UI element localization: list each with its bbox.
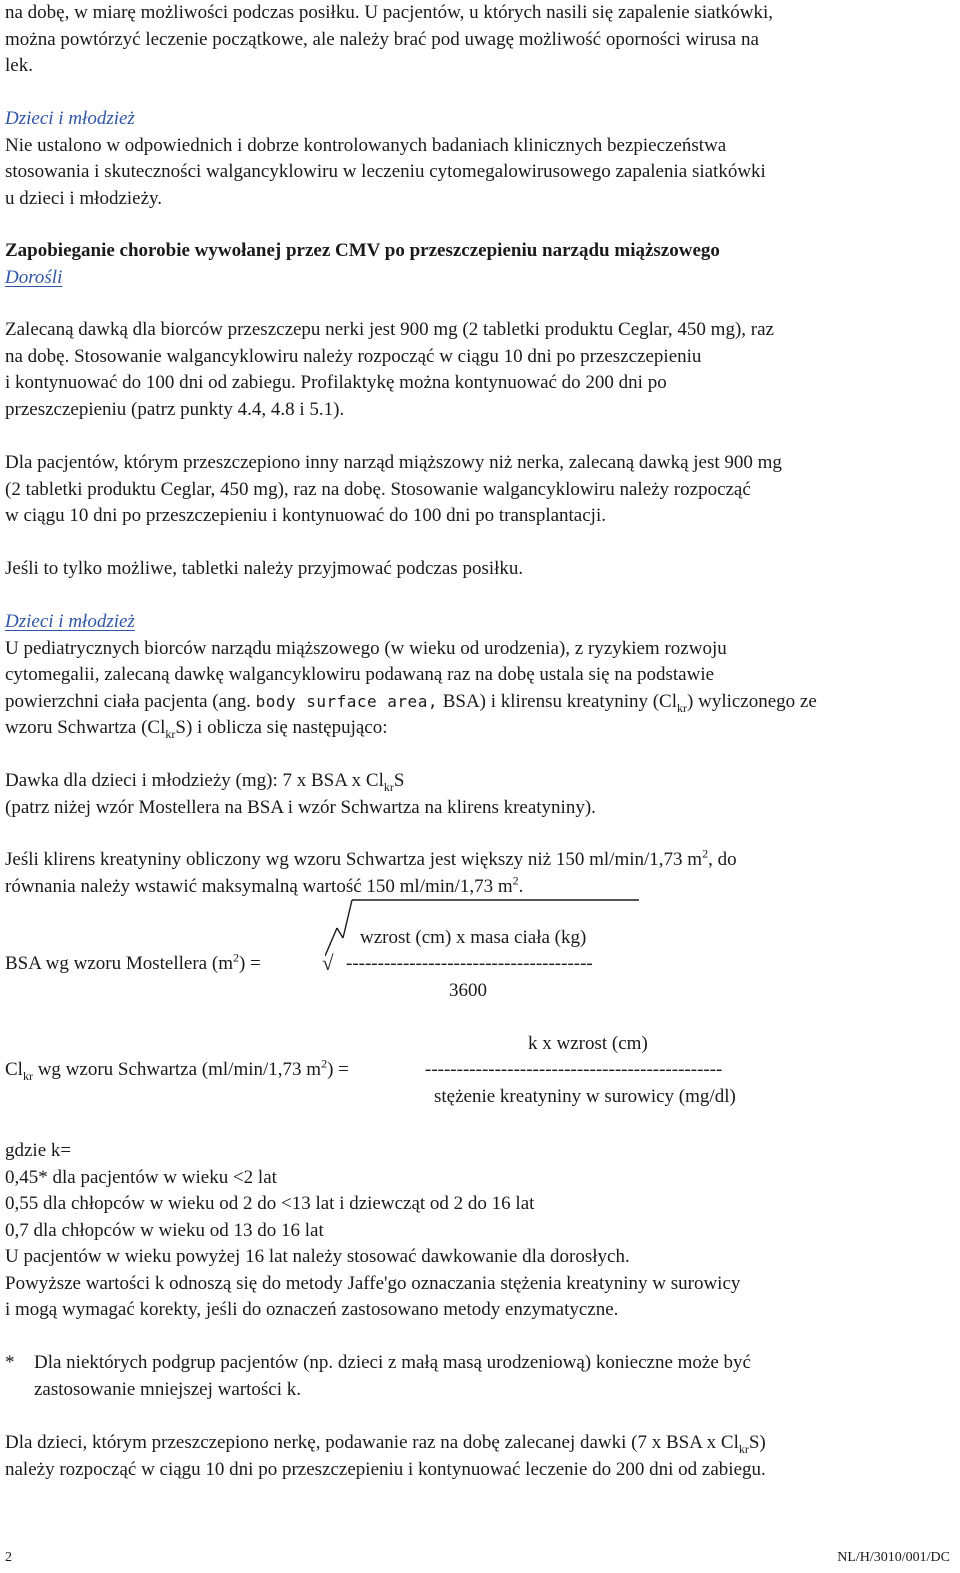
root-symbol: √: [322, 951, 334, 975]
text-line: 0,45* dla pacjentów w wieku <2 lat: [5, 1166, 277, 1188]
english-term: body surface area,: [255, 691, 438, 711]
formula-denominator: 3600: [449, 980, 487, 1001]
text-line: Zalecaną dawką dla biorców przeszczepu nerki jest 900 mg (2 tabletki produktu Ceglar, 450 mg), raz: [5, 319, 774, 340]
text-line: u dzieci i młodzieży.: [5, 187, 163, 209]
page-number: 2: [5, 1550, 12, 1565]
text-line: Dawka dla dzieci i młodzieży (mg): 7 x BSA x $Cl_{kr}S$: [5, 770, 405, 794]
text-line: lek.: [5, 55, 33, 76]
paragraph-pediatric-dose: [5, 768, 950, 821]
text-line: Dla pacjentów, którym przeszczepiono inny narząd miąższowy niż nerka, zalecaną dawką jest 900 mg: [5, 452, 782, 473]
text-line: stosowania i skuteczności walgancyklowiru w leczeniu cytomegalowirusowego zapalenia siatkówki: [5, 161, 766, 182]
fraction-bar: ---------------------------------------: [346, 953, 593, 974]
text-line: na dobę, w miarę możliwości podczas posiłku. U pacjentów, u których nasili się zapalenie siatkówki,: [5, 2, 774, 23]
subheading-children: Dzieci i młodzież: [5, 611, 135, 632]
text-line: Jeśli to tylko możliwe, tabletki należy przyjmować podczas posiłku.: [5, 558, 524, 579]
section-title: Zapobieganie chorobie wywołanej przez CMV po przeszczepieniu narządu miąższowego: [5, 240, 720, 261]
text-line: U pediatrycznych biorców narządu miąższowego (w wieku od urodzenia), z ryzykiem rozwoju: [5, 637, 727, 659]
text-line: Jeśli klirens kreatyniny obliczony wg wzoru Schwartza jest większy niż 150 ml/min/1,73 $m^2$, do: [5, 846, 737, 870]
document-code: NL/H/3010/001/DC: [837, 1550, 950, 1565]
text-line: (2 tabletki produktu Ceglar, 450 mg), raz na dobę. Stosowanie walgancyklowiru należy rozpocząć: [5, 478, 751, 500]
text-line: Powyższe wartości k odnoszą się do metody Jaffe'go oznaczania stężenia kreatyniny w surowicy: [5, 1272, 741, 1294]
paragraph-clearance-cap: [5, 847, 950, 900]
text-line: wzoru Schwartza $(Cl_{kr}S)$ i oblicza się następująco:: [5, 717, 388, 741]
section-children-retinitis: [5, 106, 950, 212]
text-line: Dla niektórych podgrup pacjentów (np. dzieci z małą masą urodzeniową) konieczne może być: [34, 1352, 751, 1373]
footnote: [5, 1350, 950, 1403]
section-prevention: [5, 238, 950, 291]
formula-lhs: BSA wg wzoru Mostellera $(m^2)$ =: [5, 950, 261, 974]
text-line: należy rozpocząć w ciągu 10 dni po przeszczepieniu i kontynuować leczenie do 200 dni od zabiegu.: [5, 1458, 766, 1480]
fraction-bar: -----------------------------------------------: [425, 1059, 723, 1080]
paragraph-other-organ-dose: [5, 450, 950, 530]
text-line: na dobę. Stosowanie walgancyklowiru należy rozpocząć w ciągu 10 dni po przeszczepieniu: [5, 345, 702, 367]
formula-lhs: $Cl_{kr}$ wg wzoru Schwartza (ml/min/1,73 $m^2$) =: [5, 1056, 349, 1083]
text-line: 0,55 dla chłopców w wieku od 2 do <13 lat i dziewcząt od 2 do 16 lat: [5, 1193, 535, 1214]
text-line: przeszczepieniu (patrz punkty 4.4, 4.8 i 5.1).: [5, 398, 345, 420]
text-line: powierzchni ciała pacjenta (ang. body surface area, BSA) i klirensu kreatyniny $(Cl_{kr})$ wyliczonego ze: [5, 690, 817, 715]
text-line: U pacjentów w wieku powyżej 16 lat należy stosować dawkowanie dla dorosłych.: [5, 1246, 630, 1267]
text-line: Dla dzieci, którym przeszczepiono nerkę, podawanie raz na dobę zalecanej dawki (7 x BSA x $Cl_{kr}S$): [5, 1432, 766, 1456]
paragraph-k-values: [5, 1138, 950, 1324]
text-line: Nie ustalono w odpowiednich i dobrze kontrolowanych badaniach klinicznych bezpieczeństwa: [5, 134, 727, 156]
formula-numerator: wzrost (cm) x masa ciała (kg): [360, 927, 587, 948]
text-line: w ciągu 10 dni po przeszczepieniu i kontynuować do 100 dni po transplantacji.: [5, 505, 606, 526]
paragraph-kidney-children: [5, 1430, 950, 1483]
footnote-marker: *: [5, 1352, 15, 1373]
subheading-adults: Dorośli: [5, 266, 63, 288]
paragraph-relapse: [5, 0, 950, 80]
text-line: zastosowanie mniejszej wartości k.: [34, 1378, 301, 1400]
text-line: cytomegalii, zalecaną dawkę walgancyklowiru podawaną raz na dobę ustala się na podstawie: [5, 664, 715, 685]
text-line: i kontynuować do 100 dni od zabiegu. Profilaktykę można kontynuować do 200 dni po: [5, 372, 667, 393]
text-line: 0,7 dla chłopców w wieku od 13 do 16 lat: [5, 1219, 324, 1241]
formula-numerator: k x wzrost (cm): [528, 1033, 648, 1054]
paragraph-kidney-dose: [5, 317, 950, 423]
formula-denominator: stężenie kreatyniny w surowicy (mg/dl): [434, 1086, 736, 1107]
text-line: i mogą wymagać korekty, jeśli do oznaczeń zastosowano metody enzymatyczne.: [5, 1299, 619, 1320]
text-line: gdzie k=: [5, 1140, 72, 1161]
text-line: równania należy wstawić maksymalną wartość 150 ml/min/1,73 $m^2$.: [5, 873, 524, 897]
text-line: (patrz niżej wzór Mostellera na BSA i wzór Schwartza na klirens kreatyniny).: [5, 796, 596, 818]
subheading-children: Dzieci i młodzież: [5, 108, 135, 129]
text-line: można powtórzyć leczenie początkowe, ale należy brać pod uwagę możliwość oporności wirusa na: [5, 28, 759, 50]
section-children-prevention: [5, 609, 950, 742]
paragraph-with-food: [5, 556, 950, 583]
